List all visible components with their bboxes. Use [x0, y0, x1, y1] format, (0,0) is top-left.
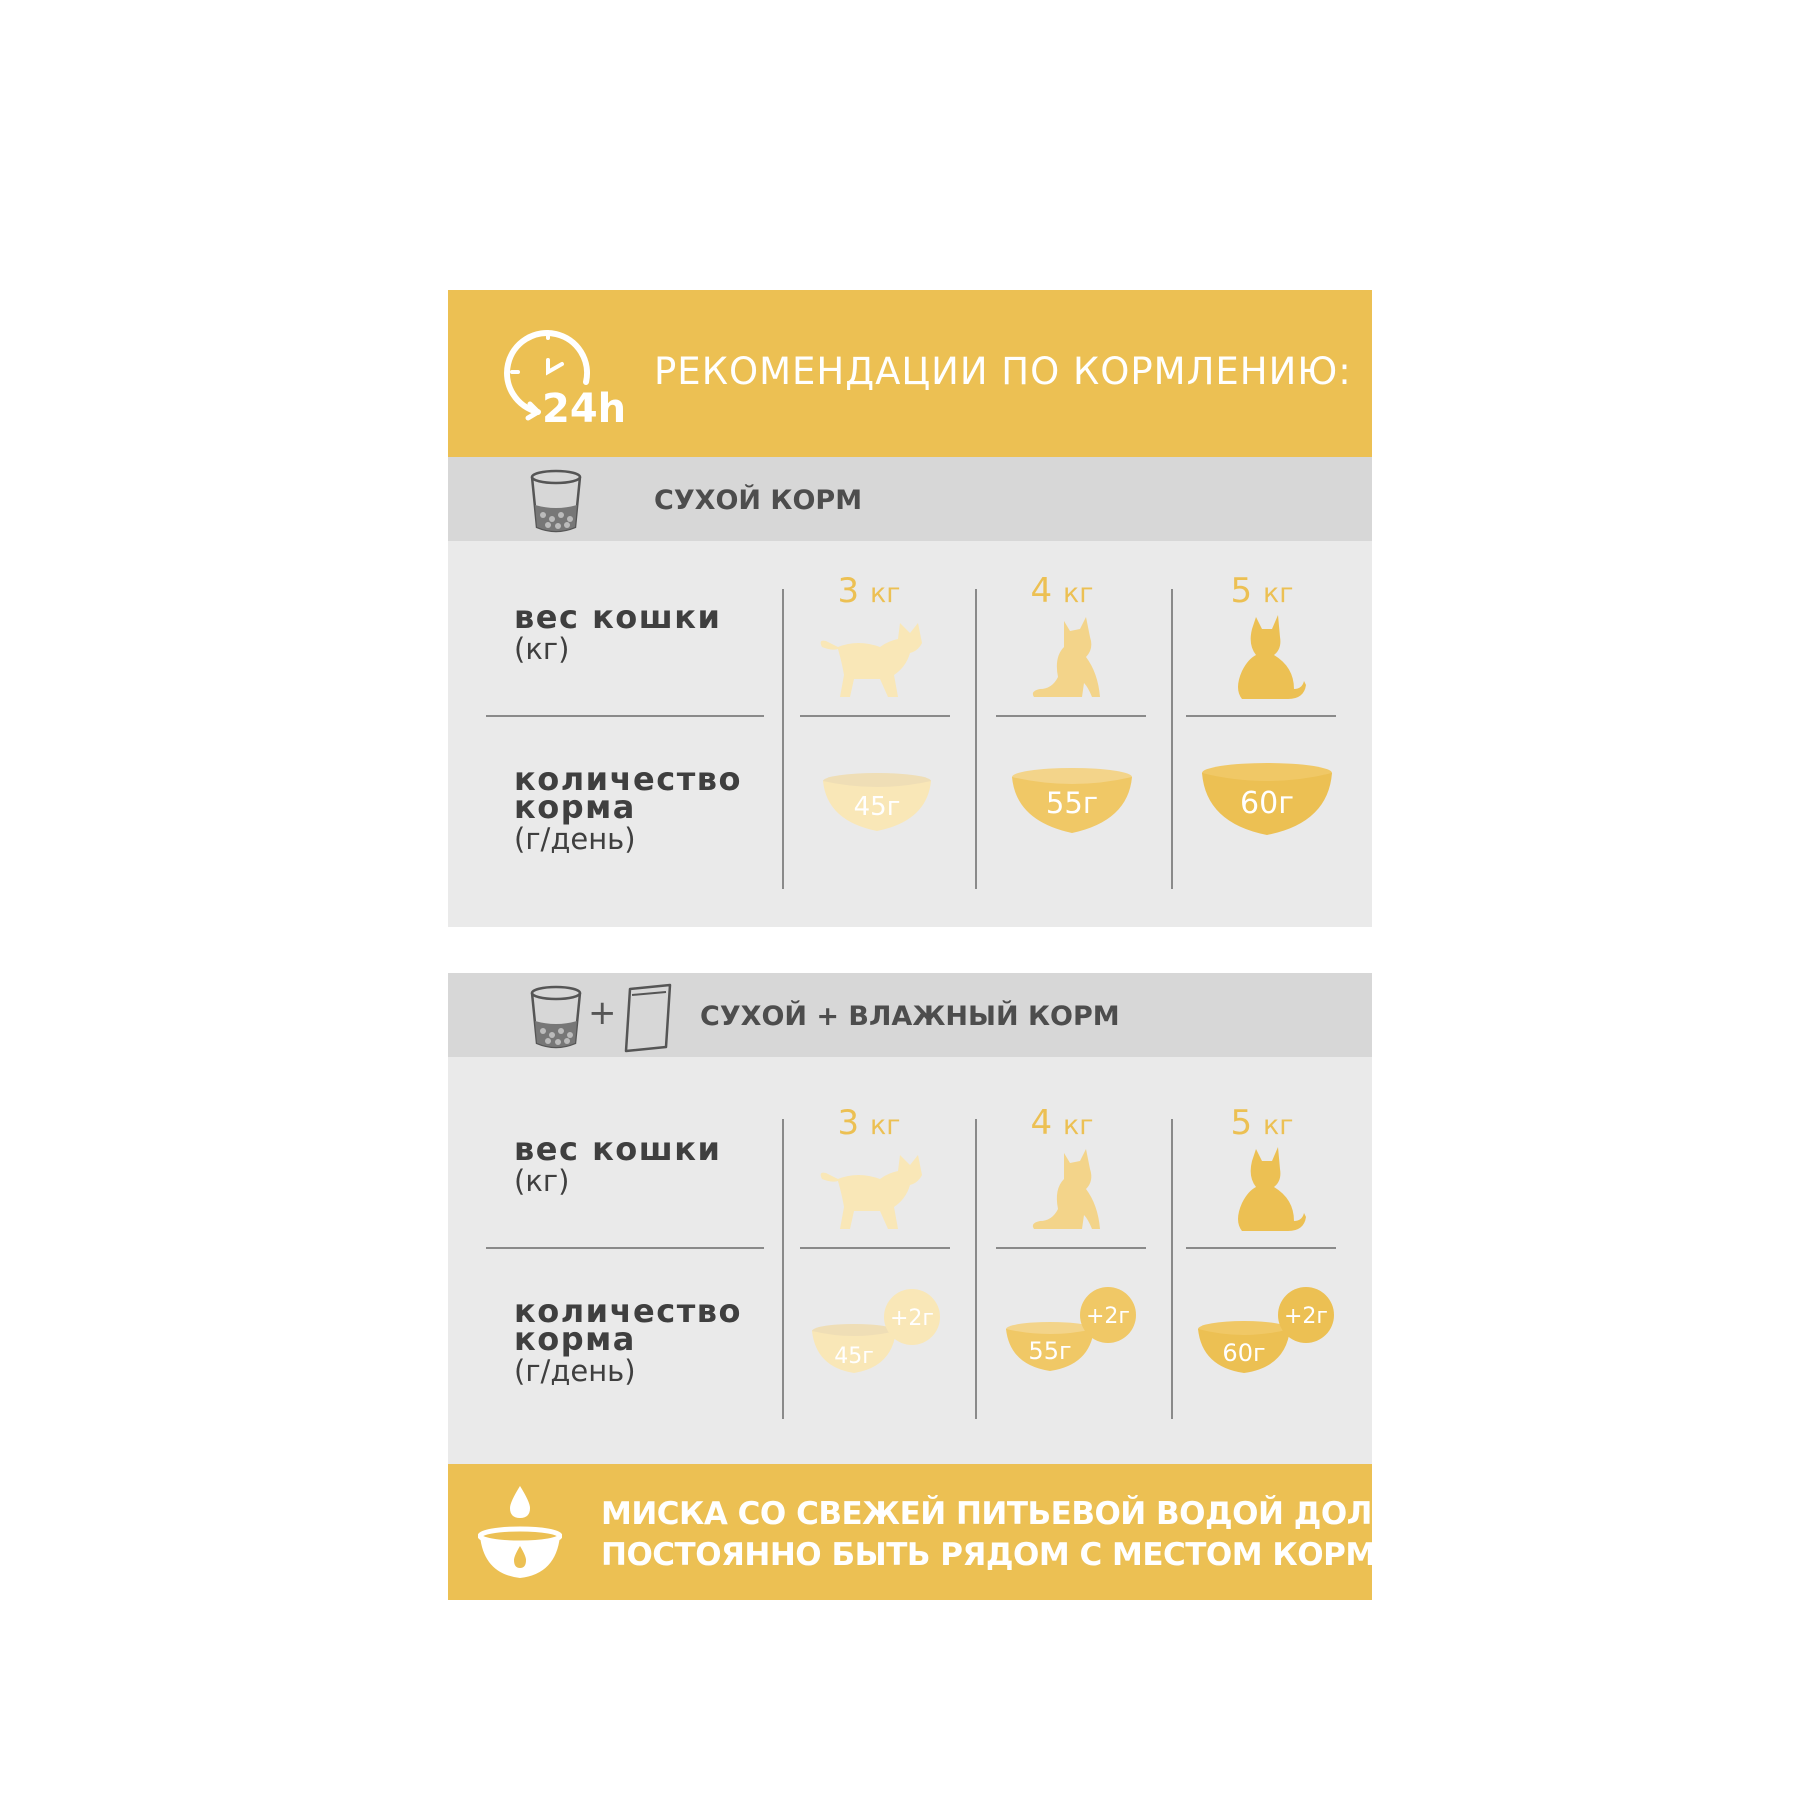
- amount-value: 60г: [1222, 1339, 1266, 1367]
- divider: [1186, 715, 1336, 717]
- cat-sitting-icon: [1232, 1147, 1306, 1233]
- page-title: РЕКОМЕНДАЦИИ ПО КОРМЛЕНИЮ:: [654, 350, 1352, 393]
- weight-unit: (кг): [514, 1164, 570, 1198]
- dry-food-cup-icon: [528, 985, 584, 1051]
- weight-value: 3 кг: [837, 571, 901, 611]
- kitten-icon: [818, 1149, 928, 1233]
- weight-value: 5 кг: [1230, 571, 1294, 611]
- divider: [486, 715, 764, 717]
- bowl-icon: [1200, 761, 1334, 839]
- weight-label: вес кошки: [514, 598, 722, 636]
- bowl-icon: [1196, 1285, 1336, 1377]
- amount-unit: (г/день): [514, 822, 636, 856]
- extra-value: +2г: [1284, 1304, 1328, 1329]
- weight-value: 5 кг: [1230, 1103, 1294, 1143]
- mixed-food-section: [448, 973, 1372, 1464]
- column-divider: [975, 1119, 977, 1419]
- wet-food-pouch-icon: [622, 983, 674, 1053]
- column-divider: [975, 589, 977, 889]
- column-divider: [1171, 589, 1173, 889]
- dry-food-title: СУХОЙ КОРМ: [654, 485, 863, 516]
- weight-value: 3 кг: [837, 1103, 901, 1143]
- bowl-icon: [821, 769, 933, 835]
- dry-food-header: [448, 457, 1372, 541]
- weight-row-label: [514, 1130, 722, 1199]
- mixed-food-title: СУХОЙ + ВЛАЖНЫЙ КОРМ: [700, 1001, 1120, 1032]
- divider: [800, 1247, 950, 1249]
- amount-value: 55г: [1028, 1337, 1072, 1365]
- water-notice-text: [601, 1494, 1496, 1576]
- weight-value: 4 кг: [1030, 1103, 1094, 1143]
- divider: [996, 715, 1146, 717]
- bowl-icon: [1010, 765, 1134, 837]
- weight-row-label: [514, 598, 722, 667]
- header-banner: [448, 290, 1372, 457]
- cat-sitting-icon: [1028, 1149, 1108, 1233]
- amount-label-1: количество: [514, 1292, 742, 1330]
- water-notice-line-1: МИСКА СО СВЕЖЕЙ ПИТЬЕВОЙ ВОДОЙ ДОЛЖНА: [601, 1496, 1459, 1532]
- amount-label-2: корма: [514, 788, 636, 826]
- weight-value: 4 кг: [1030, 571, 1094, 611]
- clock-24h-label: 24h: [542, 386, 627, 430]
- weight-label: вес кошки: [514, 1130, 722, 1168]
- amount-value: 45г: [853, 792, 901, 822]
- divider: [996, 1247, 1146, 1249]
- water-notice-line-2: ПОСТОЯННО БЫТЬ РЯДОМ С МЕСТОМ КОРМЛЕНИЯ: [601, 1537, 1496, 1573]
- amount-value: 60г: [1240, 786, 1294, 821]
- column-divider: [782, 1119, 784, 1419]
- amount-row-label: [514, 1292, 742, 1389]
- amount-row-label: [514, 760, 742, 857]
- water-bowl-icon: [478, 1484, 562, 1580]
- amount-label-1: количество: [514, 760, 742, 798]
- cat-sitting-icon: [1028, 617, 1108, 701]
- weight-unit: (кг): [514, 632, 570, 666]
- extra-value: +2г: [1086, 1304, 1130, 1329]
- divider: [1186, 1247, 1336, 1249]
- mixed-food-header: [448, 973, 1372, 1057]
- amount-unit: (г/день): [514, 1354, 636, 1388]
- amount-value: 45г: [834, 1344, 874, 1369]
- bowl-icon: [1004, 1285, 1138, 1375]
- clock-24h-icon: [498, 320, 628, 430]
- column-divider: [1171, 1119, 1173, 1419]
- extra-value: +2г: [890, 1306, 934, 1331]
- plus-sign: +: [588, 993, 617, 1033]
- mixed-food-table: [448, 1057, 1372, 1464]
- water-notice-banner: [448, 1464, 1496, 1600]
- cat-sitting-icon: [1232, 615, 1306, 701]
- divider: [486, 1247, 764, 1249]
- dry-food-cup-icon: [528, 469, 584, 535]
- divider: [800, 715, 950, 717]
- column-divider: [782, 589, 784, 889]
- dry-food-section: [448, 457, 1372, 927]
- amount-label-2: корма: [514, 1320, 636, 1358]
- amount-value: 55г: [1045, 786, 1099, 820]
- kitten-icon: [818, 617, 928, 701]
- dry-food-table: [448, 541, 1372, 927]
- bowl-icon: [810, 1287, 942, 1377]
